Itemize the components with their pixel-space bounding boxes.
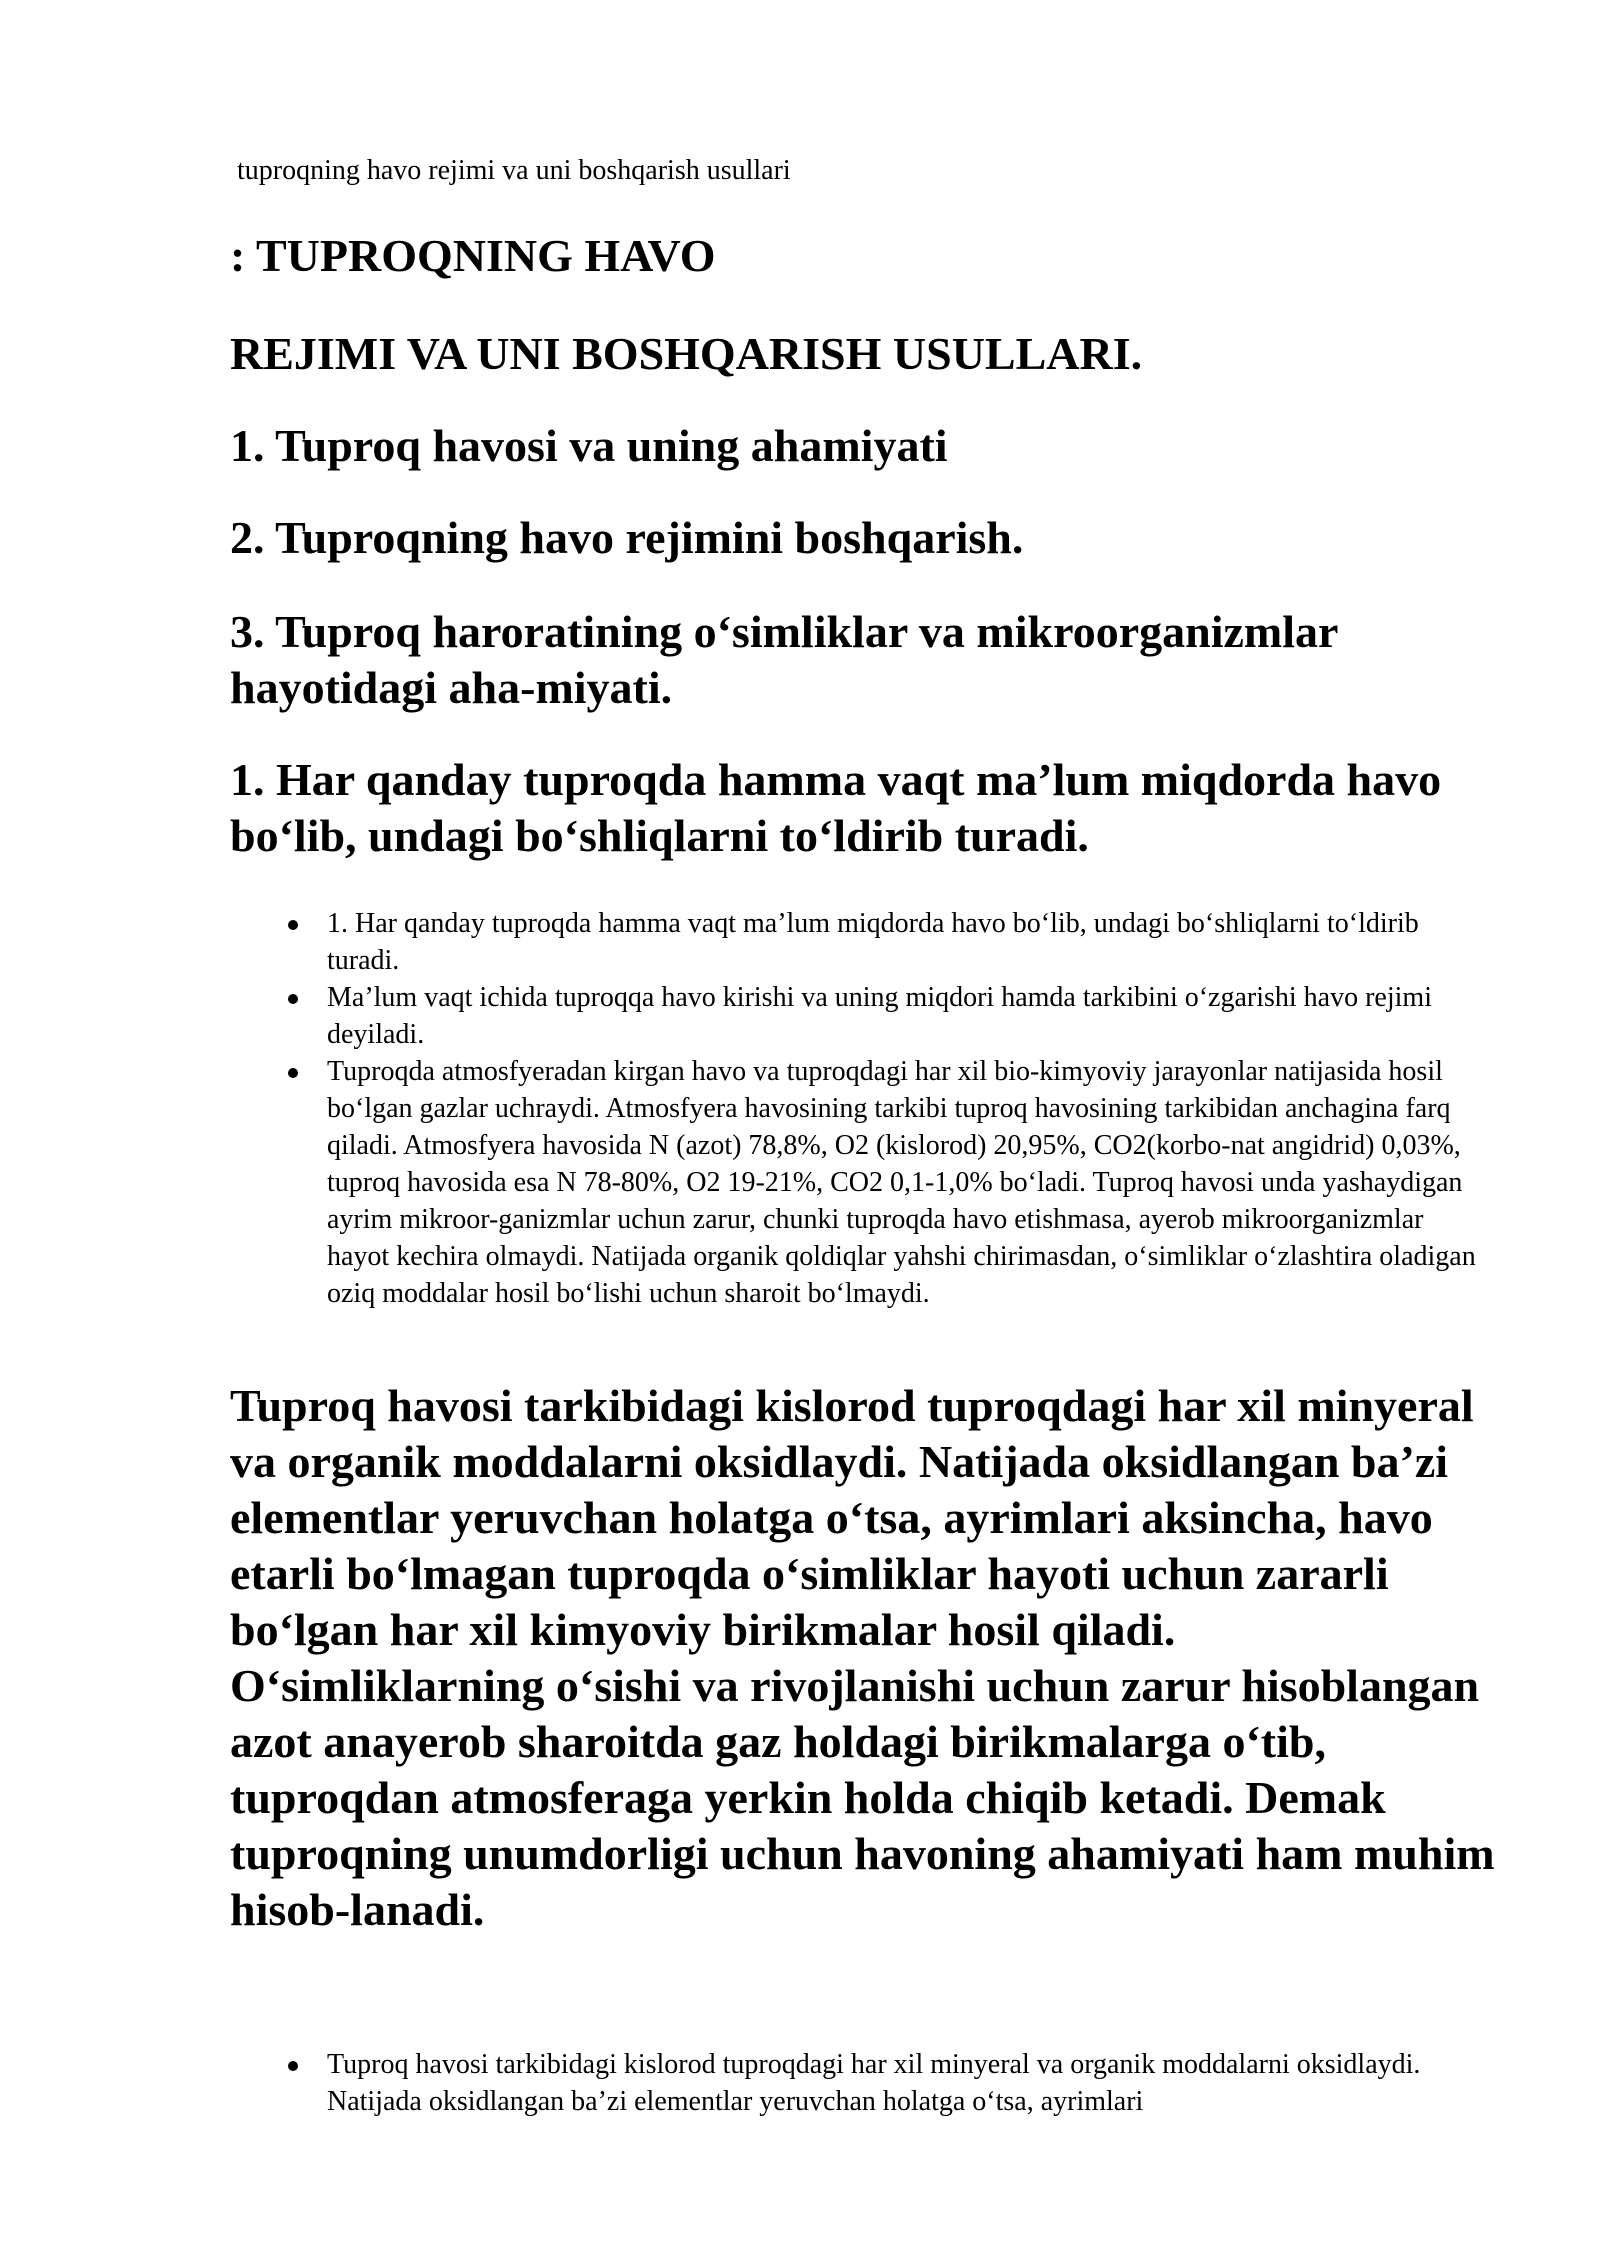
- heading-section-1: 1. Har qanday tuproqda hamma vaqt ma’lum miqdorda havo bo‘lib, undagi bo‘shliqlarni to‘ldirib turadi.: [230, 754, 1442, 861]
- list-item: [0, 2046, 1600, 2120]
- bold-paragraph: Tuproq havosi tarkibidagi kislorod tuproqdagi har xil minyeral va organik moddalarni oksidlaydi. Natijada oksidlangan ba’zi elementlar yeruvchan holatga o‘tsa, ayrimlari aksincha, havo etarli bo‘lmagan tuproqda o‘simliklar hayoti uchun zararli bo‘lgan har xil kimyoviy birikmalar hosil qiladi. O‘simliklarning o‘sishi va rivojlanishi uchun zarur hisoblangan azot anayerob sharoitda gaz holdagi birikmalarga o‘tib, tuproqdan atmosferaga yerkin holda chiqib ketadi. Demak tuproqning unumdorligi uchun havoning ahamiyati ham muhim hisob-lanadi.: [230, 1380, 1495, 1935]
- bullet-list-1: [0, 905, 1600, 1312]
- bullet-icon: [288, 994, 298, 1004]
- heading-title-line-1: : TUPROQNING HAVO: [230, 230, 716, 281]
- bullet-icon: [288, 920, 298, 930]
- document-title: tuproqning havo rejimi va uni boshqarish usullari: [237, 155, 791, 186]
- bullet-list-2: [0, 2046, 1600, 2120]
- list-item-text: 1. Har qanday tuproqda hamma vaqt ma’lum miqdorda havo bo‘lib, undagi bo‘shliqlarni to‘ldirib turadi.: [327, 908, 1419, 976]
- list-item-text: Tuproq havosi tarkibidagi kislorod tuproqdagi har xil minyeral va organik moddalarni oksidlaydi. Natijada oksidlangan ba’zi elementlar yeruvchan holatga o‘tsa, ayrimlari: [327, 2049, 1421, 2117]
- list-item-text: Ma’lum vaqt ichida tuproqqa havo kirishi va uning miqdori hamda tarkibini o‘zgarishi havo rejimi deyiladi.: [327, 982, 1432, 1050]
- list-item-text: Tuproqda atmosfyeradan kirgan havo va tuproqdagi har xil bio-kimyoviy jarayonlar natijasida hosil bo‘lgan gazlar uchraydi. Atmosfyera havosining tarkibi tuproq havosining tarkibidan anchagina farq qiladi. Atmosfyera havosida N (azot) 78,8%, O2 (kislorod) 20,95%, CO2(korbo-nat angidrid) 0,03%, tuproq havosida esa N 78-80%, O2 19-21%, CO2 0,1-1,0% bo‘ladi. Tuproq havosi unda yashaydigan ayrim mikroor-ganizmlar uchun zarur, chunki tuproqda havo etishmasa, ayerob mikroorganizmlar hayot kechira olmaydi. Natijada organik qoldiqlar yahshi chirimasdan, o‘simliklar o‘zlashtira oladigan oziq moddalar hosil bo‘lishi uchun sharoit bo‘lmaydi.: [327, 1056, 1476, 1309]
- list-item: [0, 979, 1600, 1053]
- list-item: [0, 1053, 1600, 1312]
- heading-outline-3: 3. Tuproq haroratining o‘simliklar va mikroorganizmlar hayotidagi aha-miyati.: [230, 606, 1338, 713]
- heading-title-line-2: REJIMI VA UNI BOSHQARISH USULLARI.: [230, 328, 1143, 379]
- heading-outline-2: 2. Tuproqning havo rejimini boshqarish.: [230, 512, 1024, 563]
- list-item: [0, 905, 1600, 979]
- bullet-icon: [288, 1068, 298, 1078]
- bullet-icon: [288, 2061, 298, 2071]
- heading-outline-1: 1. Tuproq havosi va uning ahamiyati: [230, 420, 948, 471]
